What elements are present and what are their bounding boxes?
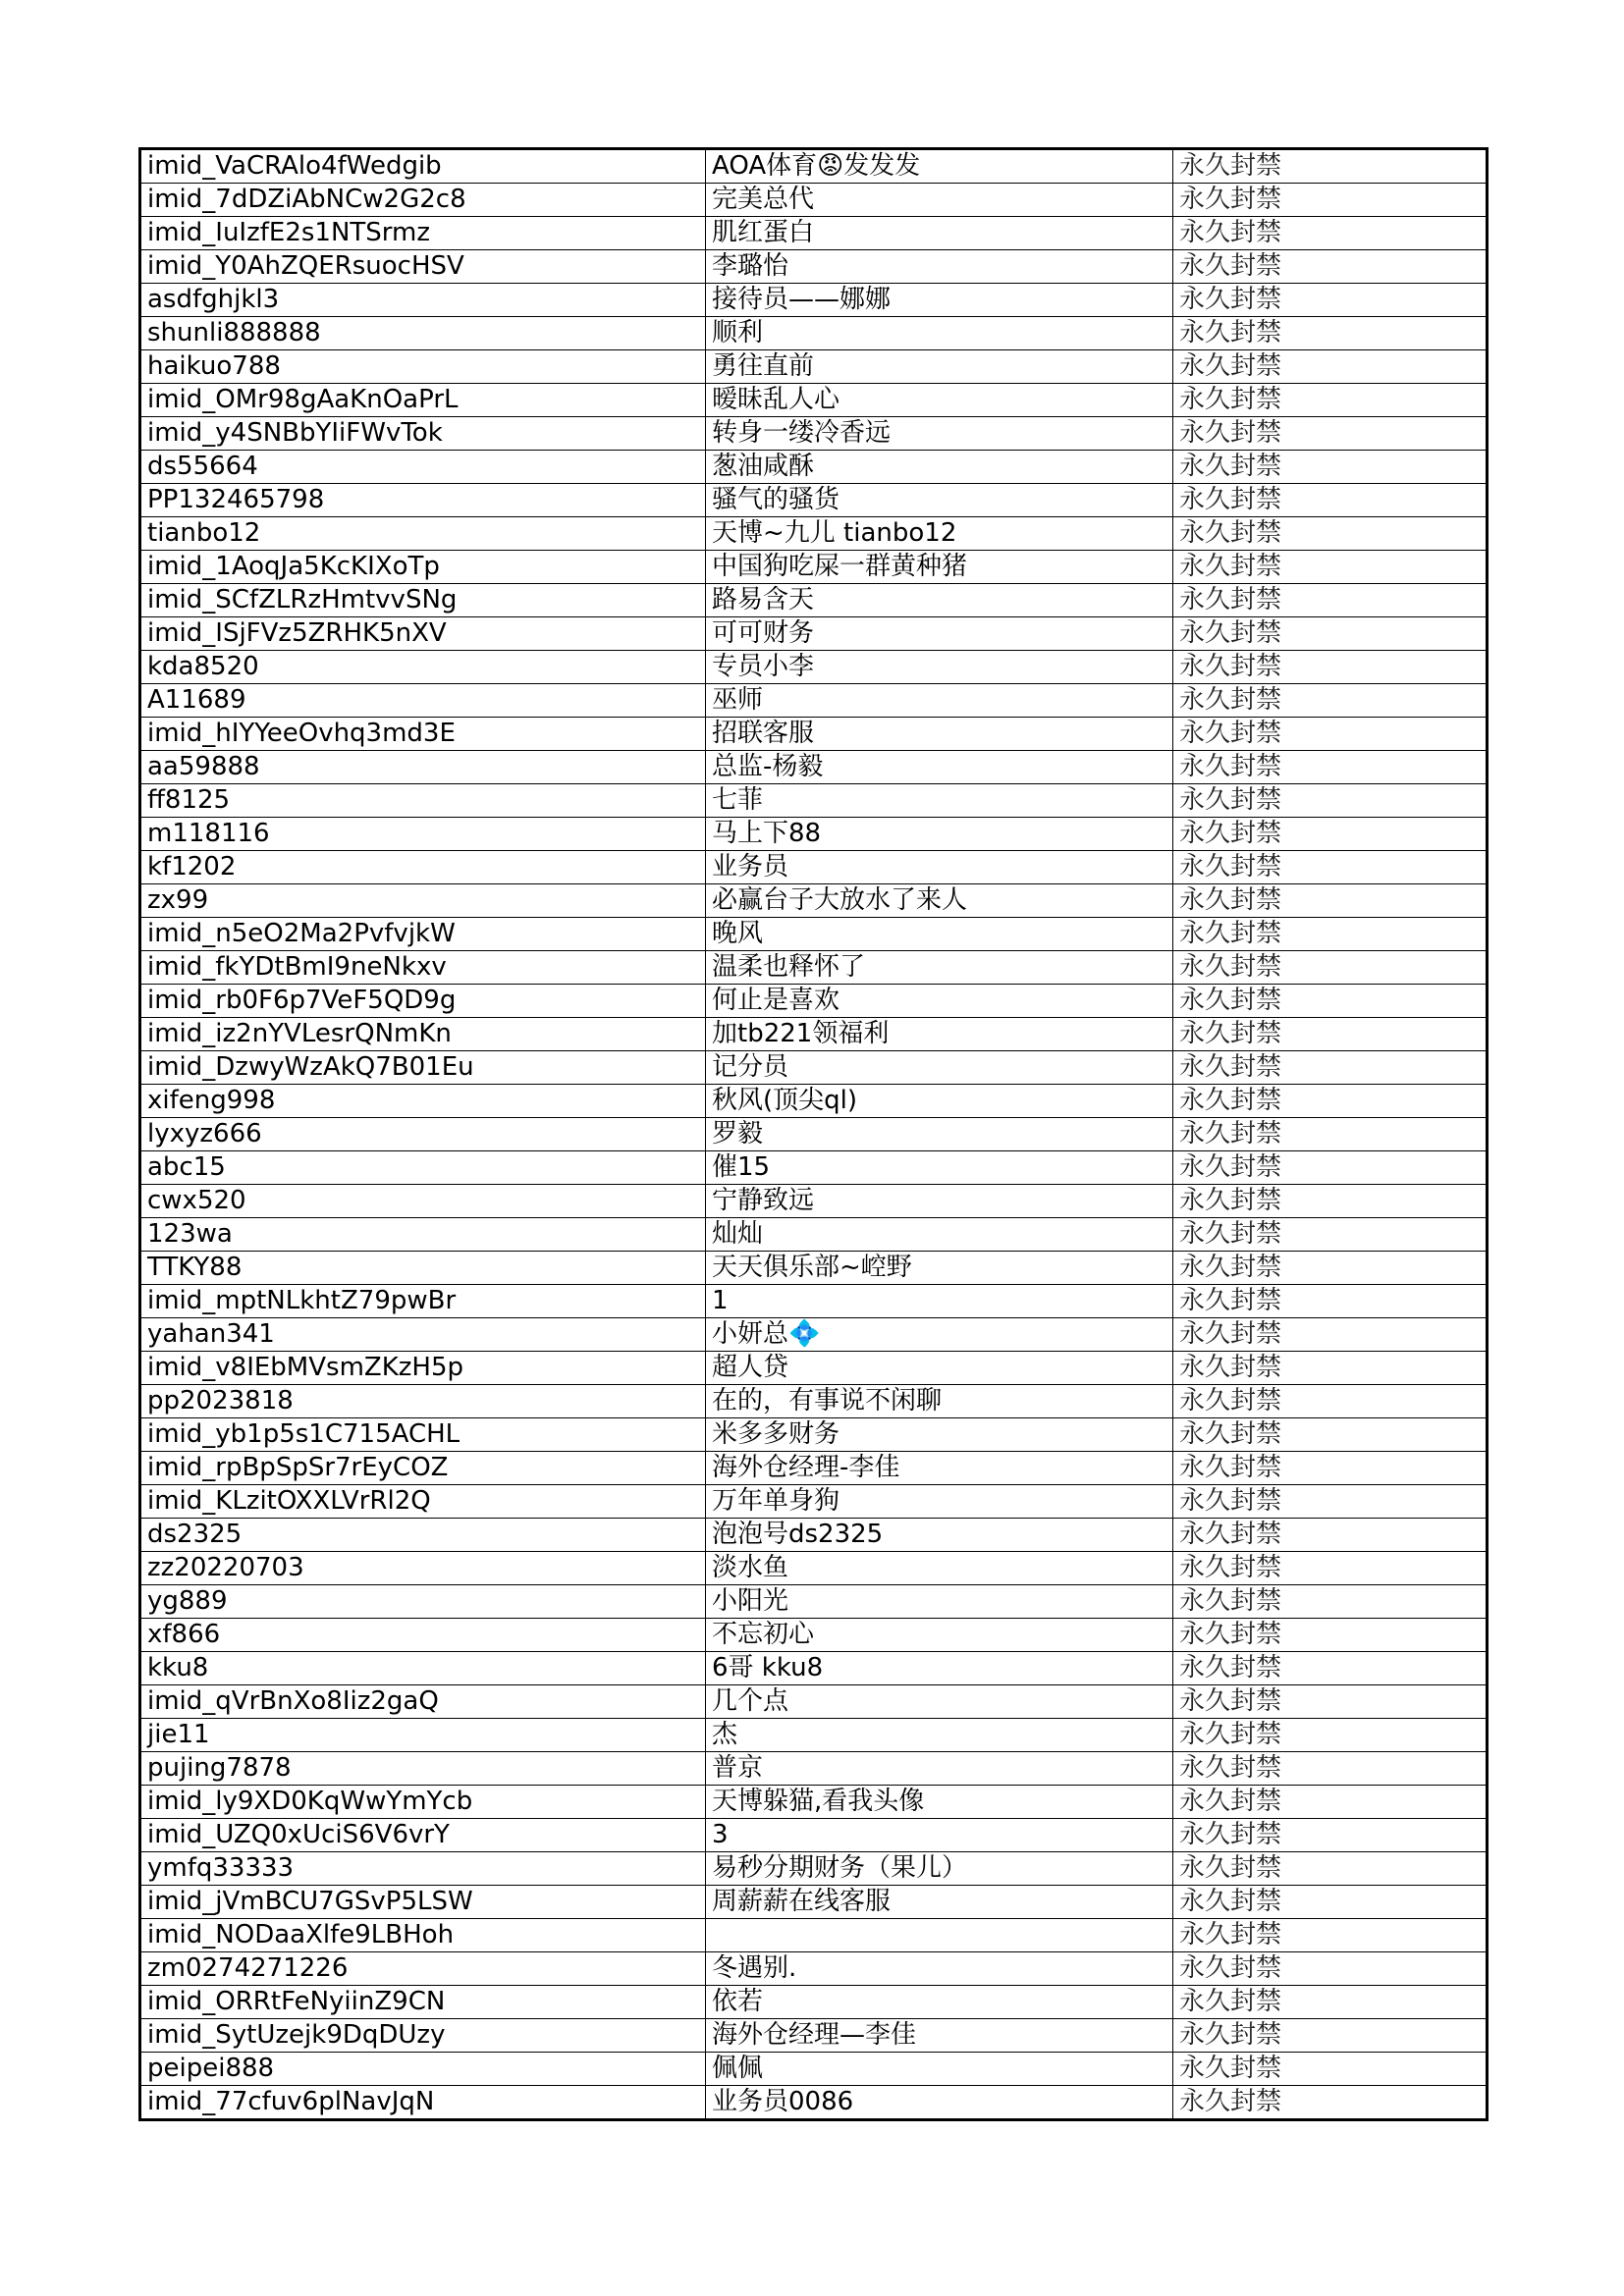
nickname-cell: 完美总代: [706, 184, 1173, 217]
table-row: [140, 584, 1488, 617]
status-cell: 永久封禁: [1173, 1185, 1488, 1218]
status-cell: 永久封禁: [1173, 551, 1488, 584]
account-cell: 123wa: [140, 1218, 706, 1252]
nickname-cell: 米多多财务: [706, 1418, 1173, 1452]
table-row: [140, 149, 1488, 184]
table-row: [140, 2019, 1488, 2053]
table-row: [140, 1118, 1488, 1151]
status-cell: 永久封禁: [1173, 417, 1488, 451]
nickname-cell: 催15: [706, 1151, 1173, 1185]
account-cell: yg889: [140, 1585, 706, 1619]
status-cell: 永久封禁: [1173, 1418, 1488, 1452]
table-row: [140, 2086, 1488, 2120]
account-cell: imid_v8IEbMVsmZKzH5p: [140, 1352, 706, 1385]
status-cell: 永久封禁: [1173, 584, 1488, 617]
account-cell: imid_rpBpSpSr7rEyCOZ: [140, 1452, 706, 1485]
table-row: [140, 1485, 1488, 1519]
nickname-cell: AOA体育😡发发发: [706, 149, 1173, 184]
status-cell: 永久封禁: [1173, 2019, 1488, 2053]
account-cell: imid_rb0F6p7VeF5QD9g: [140, 985, 706, 1018]
account-cell: xf866: [140, 1619, 706, 1652]
status-cell: 永久封禁: [1173, 350, 1488, 384]
account-cell: ff8125: [140, 784, 706, 818]
status-cell: 永久封禁: [1173, 1919, 1488, 1952]
account-cell: imid_fkYDtBmI9neNkxv: [140, 951, 706, 985]
account-cell: kf1202: [140, 851, 706, 884]
status-cell: 永久封禁: [1173, 918, 1488, 951]
nickname-cell: 七菲: [706, 784, 1173, 818]
table-row: [140, 1519, 1488, 1552]
nickname-cell: 宁静致远: [706, 1185, 1173, 1218]
nickname-cell: 骚气的骚货: [706, 484, 1173, 517]
status-cell: 永久封禁: [1173, 2053, 1488, 2086]
account-cell: imid_VaCRAlo4fWedgib: [140, 149, 706, 184]
account-cell: m118116: [140, 818, 706, 851]
account-cell: imid_y4SNBbYIiFWvTok: [140, 417, 706, 451]
account-cell: imid_jVmBCU7GSvP5LSW: [140, 1886, 706, 1919]
table-row: [140, 284, 1488, 317]
nickname-cell: 温柔也释怀了: [706, 951, 1173, 985]
account-cell: imid_mptNLkhtZ79pwBr: [140, 1285, 706, 1318]
status-cell: 永久封禁: [1173, 1519, 1488, 1552]
nickname-cell: 不忘初心: [706, 1619, 1173, 1652]
account-cell: imid_SCfZLRzHmtvvSNg: [140, 584, 706, 617]
nickname-cell: 杰: [706, 1719, 1173, 1752]
status-cell: 永久封禁: [1173, 1218, 1488, 1252]
nickname-cell: 周薪薪在线客服: [706, 1886, 1173, 1919]
nickname-cell: 小妍总💠: [706, 1318, 1173, 1352]
table-row: [140, 1218, 1488, 1252]
table-row: [140, 918, 1488, 951]
status-cell: 永久封禁: [1173, 651, 1488, 684]
nickname-cell: 记分员: [706, 1051, 1173, 1085]
table-row: [140, 1585, 1488, 1619]
account-cell: zx99: [140, 884, 706, 918]
account-cell: imid_SytUzejk9DqDUzy: [140, 2019, 706, 2053]
nickname-cell: 业务员0086: [706, 2086, 1173, 2120]
account-cell: peipei888: [140, 2053, 706, 2086]
account-cell: imid_n5eO2Ma2PvfvjkW: [140, 918, 706, 951]
table-row: [140, 184, 1488, 217]
account-cell: aa59888: [140, 751, 706, 784]
table-row: [140, 1085, 1488, 1118]
account-cell: cwx520: [140, 1185, 706, 1218]
table-row: [140, 217, 1488, 250]
nickname-cell: 何止是喜欢: [706, 985, 1173, 1018]
status-cell: 永久封禁: [1173, 517, 1488, 551]
table-row: [140, 1719, 1488, 1752]
status-cell: 永久封禁: [1173, 2086, 1488, 2120]
account-cell: pujing7878: [140, 1752, 706, 1786]
account-cell: xifeng998: [140, 1085, 706, 1118]
table-row: [140, 1385, 1488, 1418]
account-cell: imid_ISjFVz5ZRHK5nXV: [140, 617, 706, 651]
table-row: [140, 1685, 1488, 1719]
nickname-cell: 几个点: [706, 1685, 1173, 1719]
table-row: [140, 718, 1488, 751]
nickname-cell: 3: [706, 1819, 1173, 1852]
status-cell: 永久封禁: [1173, 1652, 1488, 1685]
nickname-cell: 天博躲猫,看我头像: [706, 1786, 1173, 1819]
nickname-cell: 业务员: [706, 851, 1173, 884]
account-cell: imid_iz2nYVLesrQNmKn: [140, 1018, 706, 1051]
account-cell: imid_UZQ0xUciS6V6vrY: [140, 1819, 706, 1852]
table-row: [140, 1986, 1488, 2019]
table-row: [140, 2053, 1488, 2086]
status-cell: 永久封禁: [1173, 1685, 1488, 1719]
status-cell: 永久封禁: [1173, 184, 1488, 217]
nickname-cell: 天天俱乐部~崆野: [706, 1252, 1173, 1285]
nickname-cell: 秋风(顶尖ql): [706, 1085, 1173, 1118]
table-row: [140, 617, 1488, 651]
status-cell: 永久封禁: [1173, 1552, 1488, 1585]
nickname-cell: 转身一缕冷香远: [706, 417, 1173, 451]
nickname-cell: 中国狗吃屎一群黄种猪: [706, 551, 1173, 584]
ban-list-body: [140, 149, 1488, 2120]
account-cell: imid_OMr98gAaKnOaPrL: [140, 384, 706, 417]
table-row: [140, 1252, 1488, 1285]
account-cell: imid_ly9XD0KqWwYmYcb: [140, 1786, 706, 1819]
status-cell: 永久封禁: [1173, 451, 1488, 484]
table-row: [140, 651, 1488, 684]
status-cell: 永久封禁: [1173, 884, 1488, 918]
table-row: [140, 417, 1488, 451]
nickname-cell: 普京: [706, 1752, 1173, 1786]
account-cell: imid_qVrBnXo8Iiz2gaQ: [140, 1685, 706, 1719]
status-cell: 永久封禁: [1173, 1352, 1488, 1385]
status-cell: 永久封禁: [1173, 250, 1488, 284]
status-cell: 永久封禁: [1173, 1819, 1488, 1852]
nickname-cell: 在的，有事说不闲聊: [706, 1385, 1173, 1418]
nickname-cell: 接待员——娜娜: [706, 284, 1173, 317]
table-row: [140, 1786, 1488, 1819]
nickname-cell: 海外仓经理—李佳: [706, 2019, 1173, 2053]
table-row: [140, 951, 1488, 985]
table-row: [140, 1151, 1488, 1185]
status-cell: 永久封禁: [1173, 1752, 1488, 1786]
ban-list-table: [138, 147, 1489, 2121]
table-row: [140, 751, 1488, 784]
account-cell: shunli888888: [140, 317, 706, 350]
nickname-cell: 巫师: [706, 684, 1173, 718]
account-cell: A11689: [140, 684, 706, 718]
account-cell: haikuo788: [140, 350, 706, 384]
table-row: [140, 1919, 1488, 1952]
status-cell: 永久封禁: [1173, 751, 1488, 784]
account-cell: imid_KLzitOXXLVrRl2Q: [140, 1485, 706, 1519]
nickname-cell: 泡泡号ds2325: [706, 1519, 1173, 1552]
nickname-cell: 天博~九儿 tianbo12: [706, 517, 1173, 551]
status-cell: 永久封禁: [1173, 684, 1488, 718]
status-cell: 永久封禁: [1173, 1719, 1488, 1752]
table-row: [140, 1752, 1488, 1786]
table-row: [140, 884, 1488, 918]
nickname-cell: 佩佩: [706, 2053, 1173, 2086]
status-cell: 永久封禁: [1173, 1485, 1488, 1519]
nickname-cell: 李璐怡: [706, 250, 1173, 284]
nickname-cell: 罗毅: [706, 1118, 1173, 1151]
nickname-cell: 小阳光: [706, 1585, 1173, 1619]
nickname-cell: 肌红蛋白: [706, 217, 1173, 250]
account-cell: kda8520: [140, 651, 706, 684]
table-row: [140, 384, 1488, 417]
account-cell: pp2023818: [140, 1385, 706, 1418]
table-row: [140, 985, 1488, 1018]
status-cell: 永久封禁: [1173, 1886, 1488, 1919]
table-row: [140, 517, 1488, 551]
nickname-cell: 路易含天: [706, 584, 1173, 617]
table-row: [140, 451, 1488, 484]
nickname-cell: 勇往直前: [706, 350, 1173, 384]
status-cell: 永久封禁: [1173, 1452, 1488, 1485]
status-cell: 永久封禁: [1173, 1852, 1488, 1886]
account-cell: imid_7dDZiAbNCw2G2c8: [140, 184, 706, 217]
table-row: [140, 1652, 1488, 1685]
table-row: [140, 1852, 1488, 1886]
status-cell: 永久封禁: [1173, 1252, 1488, 1285]
status-cell: 永久封禁: [1173, 1285, 1488, 1318]
status-cell: 永久封禁: [1173, 1051, 1488, 1085]
status-cell: 永久封禁: [1173, 149, 1488, 184]
table-row: [140, 1051, 1488, 1085]
table-row: [140, 1418, 1488, 1452]
nickname-cell: 淡水鱼: [706, 1552, 1173, 1585]
table-row: [140, 317, 1488, 350]
table-row: [140, 1452, 1488, 1485]
status-cell: 永久封禁: [1173, 1085, 1488, 1118]
status-cell: 永久封禁: [1173, 1118, 1488, 1151]
nickname-cell: 万年单身狗: [706, 1485, 1173, 1519]
status-cell: 永久封禁: [1173, 484, 1488, 517]
account-cell: imid_ORRtFeNyiinZ9CN: [140, 1986, 706, 2019]
ban-list-sheet: [138, 147, 1486, 2121]
nickname-cell: 1: [706, 1285, 1173, 1318]
nickname-cell: 晚风: [706, 918, 1173, 951]
nickname-cell: 灿灿: [706, 1218, 1173, 1252]
account-cell: imid_NODaaXlfe9LBHoh: [140, 1919, 706, 1952]
nickname-cell: 专员小李: [706, 651, 1173, 684]
status-cell: 永久封禁: [1173, 784, 1488, 818]
nickname-cell: 葱油咸酥: [706, 451, 1173, 484]
status-cell: 永久封禁: [1173, 851, 1488, 884]
account-cell: asdfghjkl3: [140, 284, 706, 317]
account-cell: zm0274271226: [140, 1952, 706, 1986]
status-cell: 永久封禁: [1173, 1619, 1488, 1652]
account-cell: ds2325: [140, 1519, 706, 1552]
nickname-cell: 可可财务: [706, 617, 1173, 651]
table-row: [140, 1819, 1488, 1852]
status-cell: 永久封禁: [1173, 617, 1488, 651]
status-cell: 永久封禁: [1173, 1986, 1488, 2019]
nickname-cell: 马上下88: [706, 818, 1173, 851]
status-cell: 永久封禁: [1173, 718, 1488, 751]
account-cell: imid_hIYYeeOvhq3md3E: [140, 718, 706, 751]
status-cell: 永久封禁: [1173, 384, 1488, 417]
nickname-cell: 易秒分期财务（果儿）: [706, 1852, 1173, 1886]
table-row: [140, 484, 1488, 517]
status-cell: 永久封禁: [1173, 284, 1488, 317]
nickname-cell: 冬遇别.: [706, 1952, 1173, 1986]
account-cell: yahan341: [140, 1318, 706, 1352]
table-row: [140, 250, 1488, 284]
table-row: [140, 1285, 1488, 1318]
status-cell: 永久封禁: [1173, 985, 1488, 1018]
table-row: [140, 1952, 1488, 1986]
table-row: [140, 784, 1488, 818]
table-row: [140, 1352, 1488, 1385]
account-cell: jie11: [140, 1719, 706, 1752]
nickname-cell: 总监-杨毅: [706, 751, 1173, 784]
nickname-cell: 超人贷: [706, 1352, 1173, 1385]
nickname-cell: 必赢台子大放水了来人: [706, 884, 1173, 918]
nickname-cell: 依若: [706, 1986, 1173, 2019]
status-cell: 永久封禁: [1173, 317, 1488, 350]
account-cell: lyxyz666: [140, 1118, 706, 1151]
account-cell: tianbo12: [140, 517, 706, 551]
nickname-cell: 海外仓经理-李佳: [706, 1452, 1173, 1485]
status-cell: 永久封禁: [1173, 1786, 1488, 1819]
status-cell: 永久封禁: [1173, 951, 1488, 985]
account-cell: imid_Y0AhZQERsuocHSV: [140, 250, 706, 284]
account-cell: PP132465798: [140, 484, 706, 517]
table-row: [140, 818, 1488, 851]
table-row: [140, 1018, 1488, 1051]
nickname-cell: 6哥 kku8: [706, 1652, 1173, 1685]
table-row: [140, 551, 1488, 584]
nickname-cell: 顺利: [706, 317, 1173, 350]
account-cell: zz20220703: [140, 1552, 706, 1585]
status-cell: 永久封禁: [1173, 1018, 1488, 1051]
status-cell: 永久封禁: [1173, 818, 1488, 851]
nickname-cell: 暧昧乱人心: [706, 384, 1173, 417]
table-row: [140, 1318, 1488, 1352]
nickname-cell: [706, 1919, 1173, 1952]
account-cell: imid_1AoqJa5KcKIXoTp: [140, 551, 706, 584]
table-row: [140, 1552, 1488, 1585]
status-cell: 永久封禁: [1173, 1585, 1488, 1619]
account-cell: TTKY88: [140, 1252, 706, 1285]
nickname-cell: 加tb221领福利: [706, 1018, 1173, 1051]
status-cell: 永久封禁: [1173, 1385, 1488, 1418]
status-cell: 永久封禁: [1173, 217, 1488, 250]
account-cell: imid_DzwyWzAkQ7B01Eu: [140, 1051, 706, 1085]
status-cell: 永久封禁: [1173, 1952, 1488, 1986]
table-row: [140, 350, 1488, 384]
status-cell: 永久封禁: [1173, 1318, 1488, 1352]
table-row: [140, 1886, 1488, 1919]
account-cell: kku8: [140, 1652, 706, 1685]
account-cell: imid_IuIzfE2s1NTSrmz: [140, 217, 706, 250]
account-cell: imid_yb1p5s1C715ACHL: [140, 1418, 706, 1452]
table-row: [140, 1185, 1488, 1218]
account-cell: ds55664: [140, 451, 706, 484]
nickname-cell: 招联客服: [706, 718, 1173, 751]
account-cell: imid_77cfuv6plNavJqN: [140, 2086, 706, 2120]
account-cell: ymfq33333: [140, 1852, 706, 1886]
table-row: [140, 684, 1488, 718]
account-cell: abc15: [140, 1151, 706, 1185]
table-row: [140, 851, 1488, 884]
table-row: [140, 1619, 1488, 1652]
status-cell: 永久封禁: [1173, 1151, 1488, 1185]
